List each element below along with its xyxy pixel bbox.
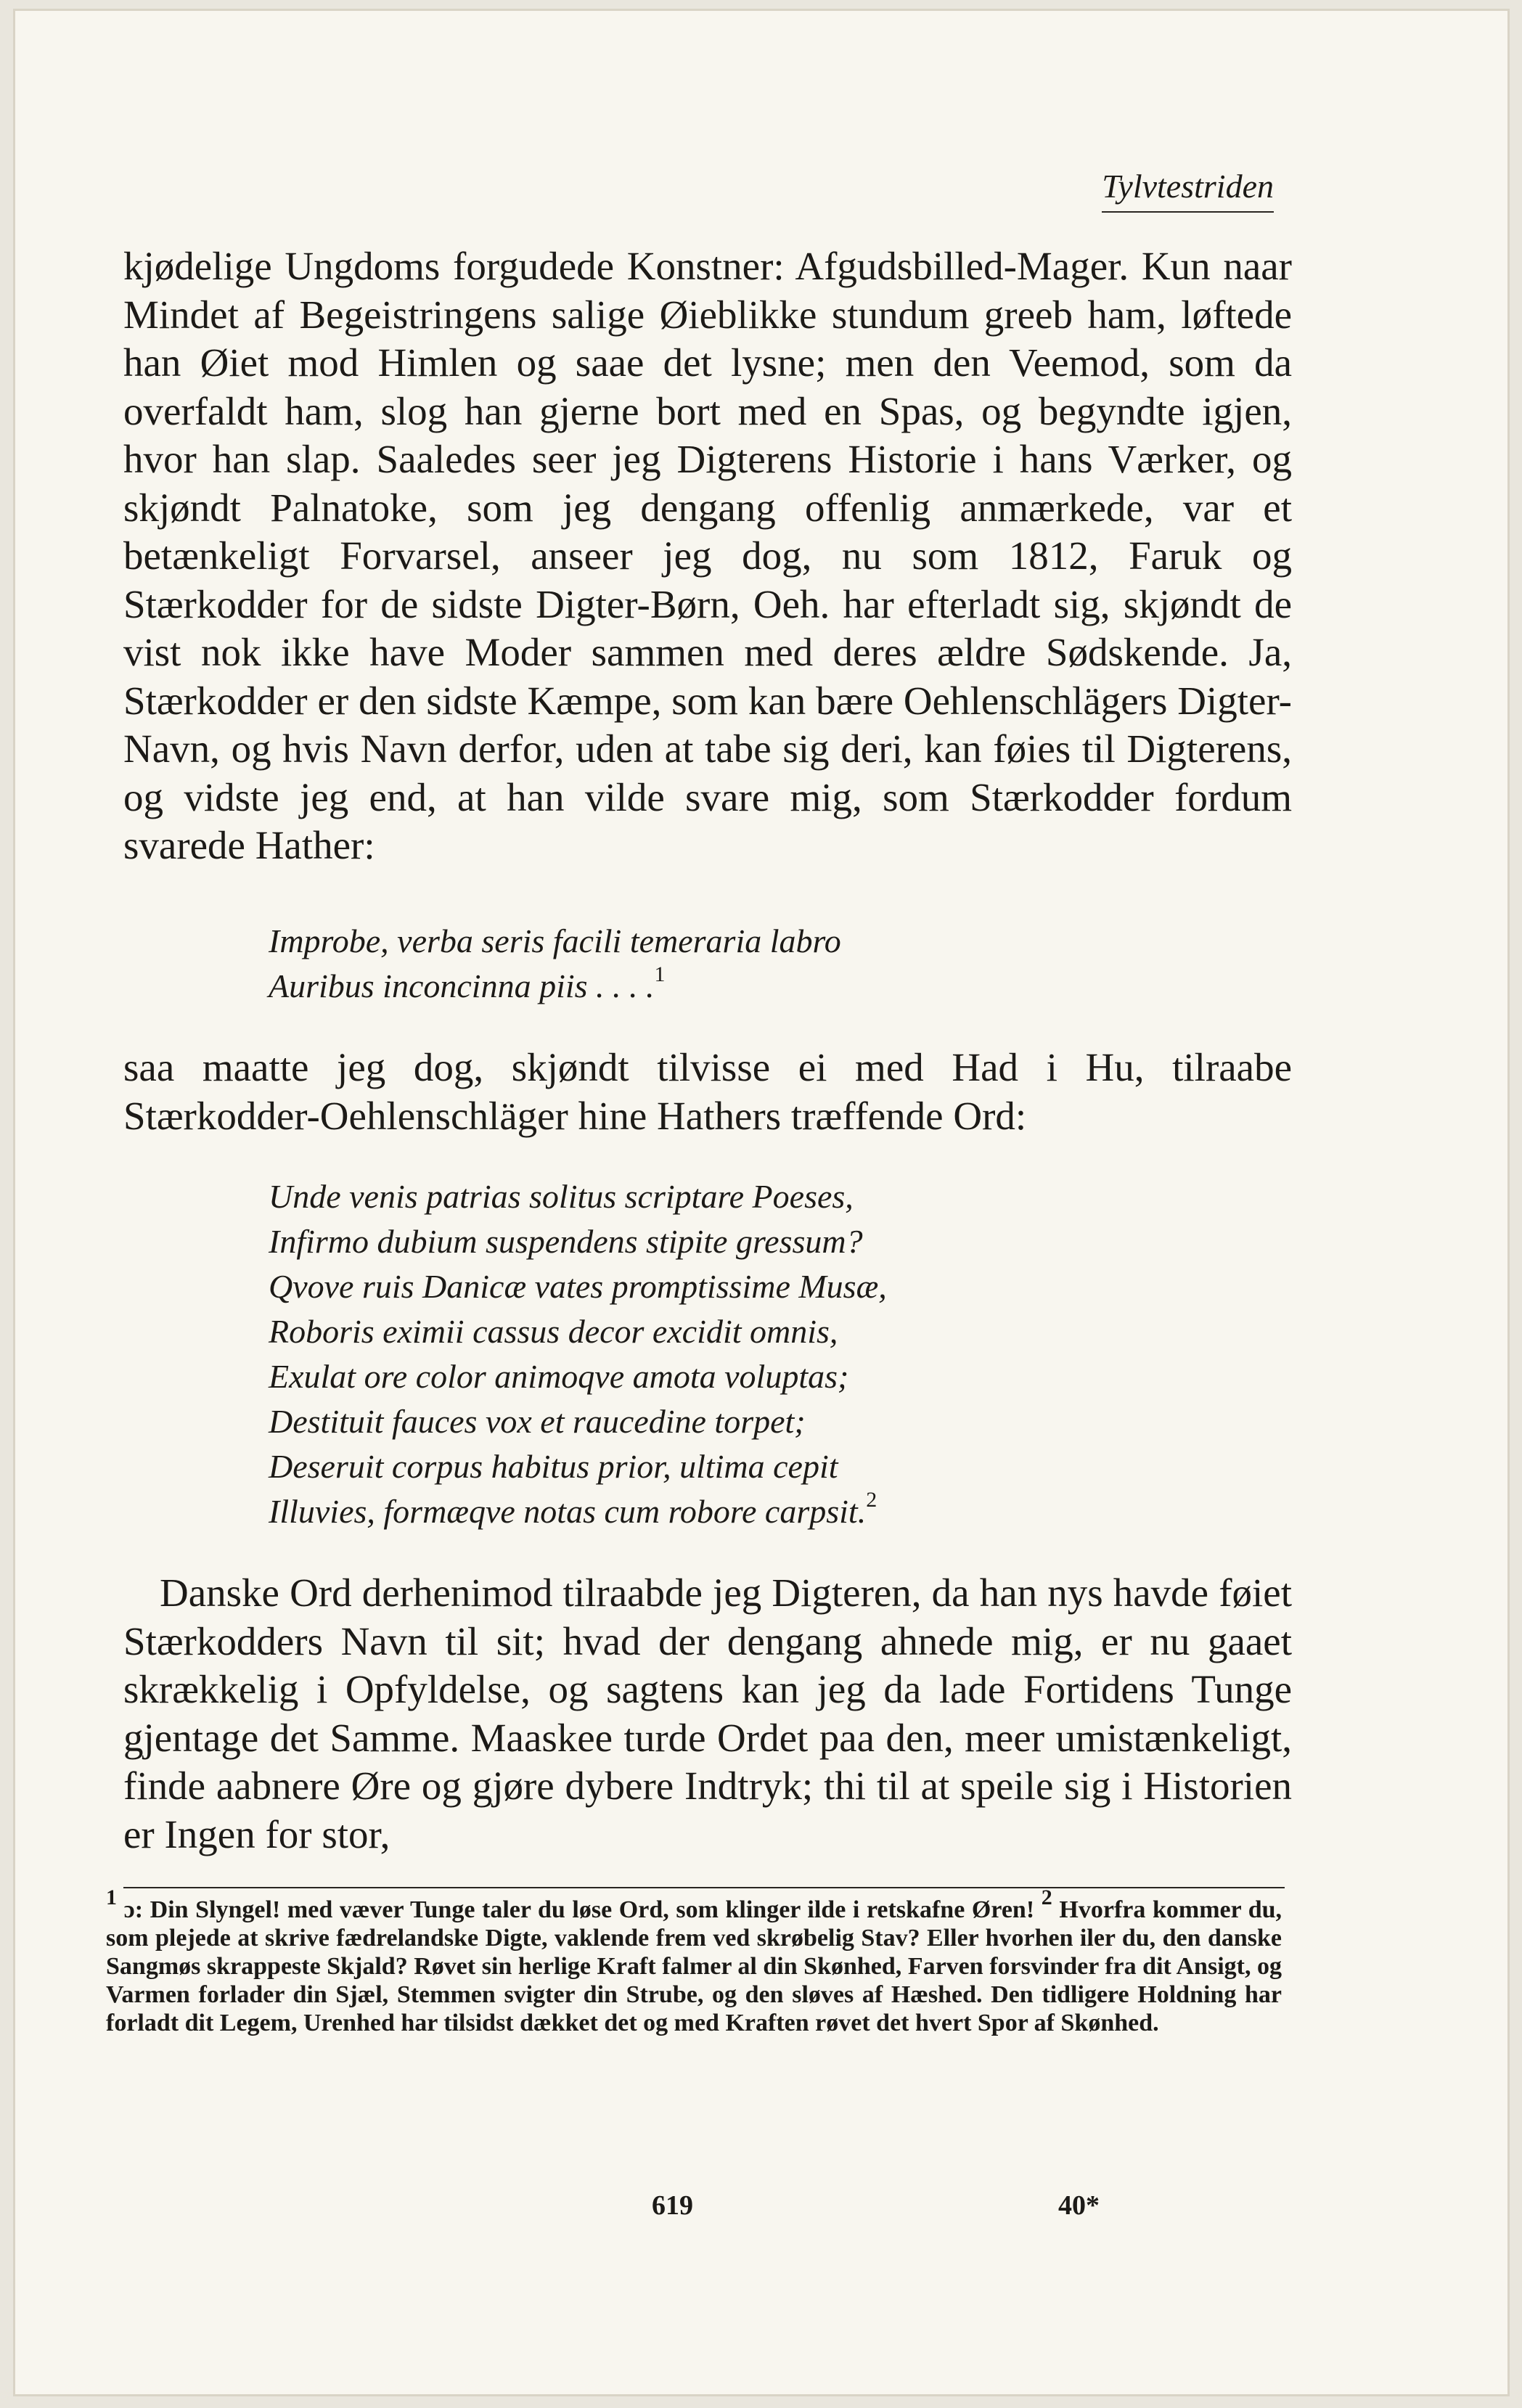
verse-line: Infirmo dubium suspendens stipite gressum? <box>269 1223 863 1260</box>
footnote-reference: 1 <box>654 962 666 986</box>
verse-quotation-2 <box>269 1174 1285 1534</box>
verse-line: Destituit fauces vox et raucedine torpet; <box>269 1403 806 1440</box>
running-title: Tylvtestriden <box>1102 167 1274 213</box>
verse-line: Deseruit corpus habitus prior, ultima cepit <box>269 1448 838 1485</box>
paragraph-text: saa maatte jeg dog, skjøndt tilvisse ei med Had i Hu, tilraabe Stærkodder-Oehlenschläger hine Hathers træffende Ord: <box>123 1045 1292 1138</box>
book-page <box>13 9 1510 2396</box>
paragraph-text: kjødelige Ungdoms forgudede Konstner: Afgudsbilled-Mager. Kun naar Mindet af Begeistringens salige Øieblikke stundum greeb ham, løftede han Øiet mod Himlen og saae det lysne; men den Veemod, som da overfaldt ham, slog han gjerne bort med en Spas, og begyndte igjen, hvor han slap. Saaledes seer jeg Digterens Historie i hans Værker, og skjøndt Palnatoke, som jeg dengang offenlig anmærkede, var et betænkeligt Forvarsel, anseer jeg dog, nu som 1812, Faruk og Stærkodder for de sidste Digter-Børn, Oeh. har efterladt sig, skjøndt de vist nok ikke have Moder sammen med deres ældre Sødskende. Ja, Stærkodder er den sidste Kæmpe, som kan bære Oehlenschlägers Digter-Navn, og hvis Navn derfor, uden at tabe sig deri, kan føies til Digterens, og vidste jeg end, at han vilde svare mig, som Stærkodder fordum svarede Hather: <box>123 244 1292 867</box>
footnote-marker: 1 <box>106 1885 117 1909</box>
verse-line: Exulat ore color animoqve amota voluptas; <box>269 1358 849 1395</box>
paragraph-3 <box>123 1569 1292 1859</box>
paragraph-2 <box>123 1044 1292 1140</box>
footnote-reference: 2 <box>866 1487 877 1512</box>
verse-line: Roboris eximii cassus decor excidit omnis, <box>269 1313 838 1350</box>
footnote-text: ɔ: Din Slyngel! med væver Tunge taler du løse Ord, som klinger ilde i retskafne Øren! <box>123 1896 1035 1923</box>
paragraph-1 <box>123 242 1292 870</box>
verse-line <box>269 964 1285 1009</box>
page-number: 619 <box>652 2190 693 2221</box>
verse-line <box>269 1489 1285 1534</box>
verse-line: Qvove ruis Danicæ vates promptissime Musæ, <box>269 1268 887 1305</box>
verse-line: Unde venis patrias solitus scriptare Poeses, <box>269 1178 854 1215</box>
verse-line: Improbe, verba seris facili temeraria labro <box>269 922 841 959</box>
verse-quotation-1 <box>269 919 1285 1009</box>
footnote-rule <box>123 1887 1285 1888</box>
verse-line-text: Illuvies, formæqve notas cum robore carpsit. <box>269 1493 867 1530</box>
footnote-text: Hvorfra kommer du, som plejede at skrive fædrelandske Digte, vaklende frem ved skrøbelig Stav? Eller hvorhen iler du, den danske Sangmøs skrappeste Skjald? Røvet sin herlige Kraft falmer al din Skønhed, Farven forsvinder fra dit Ansigt, og Varmen forlader din Sjæl, Stemmen svigter din Strube, og den sløves af Hæshed. Den tidligere Holdning har forladt dit Legem, Urenhed har tilsidst dækket det og med Kraften røvet det hvert Spor af Skønhed. <box>106 1896 1282 2036</box>
verse-line-text: Auribus inconcinna piis . . . . <box>269 967 655 1004</box>
footnotes <box>106 1885 1282 2037</box>
footnote-marker: 2 <box>1041 1885 1052 1909</box>
paragraph-text: Danske Ord derhenimod tilraabde jeg Digteren, da han nys havde føiet Stærkodders Navn til sit; hvad der dengang ahnede mig, er nu gaaet skrækkelig i Opfyldelse, og sagtens kan jeg da lade Fortidens Tunge gjentage det Samme. Maaskee turde Ordet paa den, meer umistænkeligt, finde aabnere Øre og gjøre dybere Indtryk; thi til at speile sig i Historien er Ingen for stor, <box>123 1570 1292 1856</box>
signature-mark: 40* <box>1058 2190 1100 2221</box>
